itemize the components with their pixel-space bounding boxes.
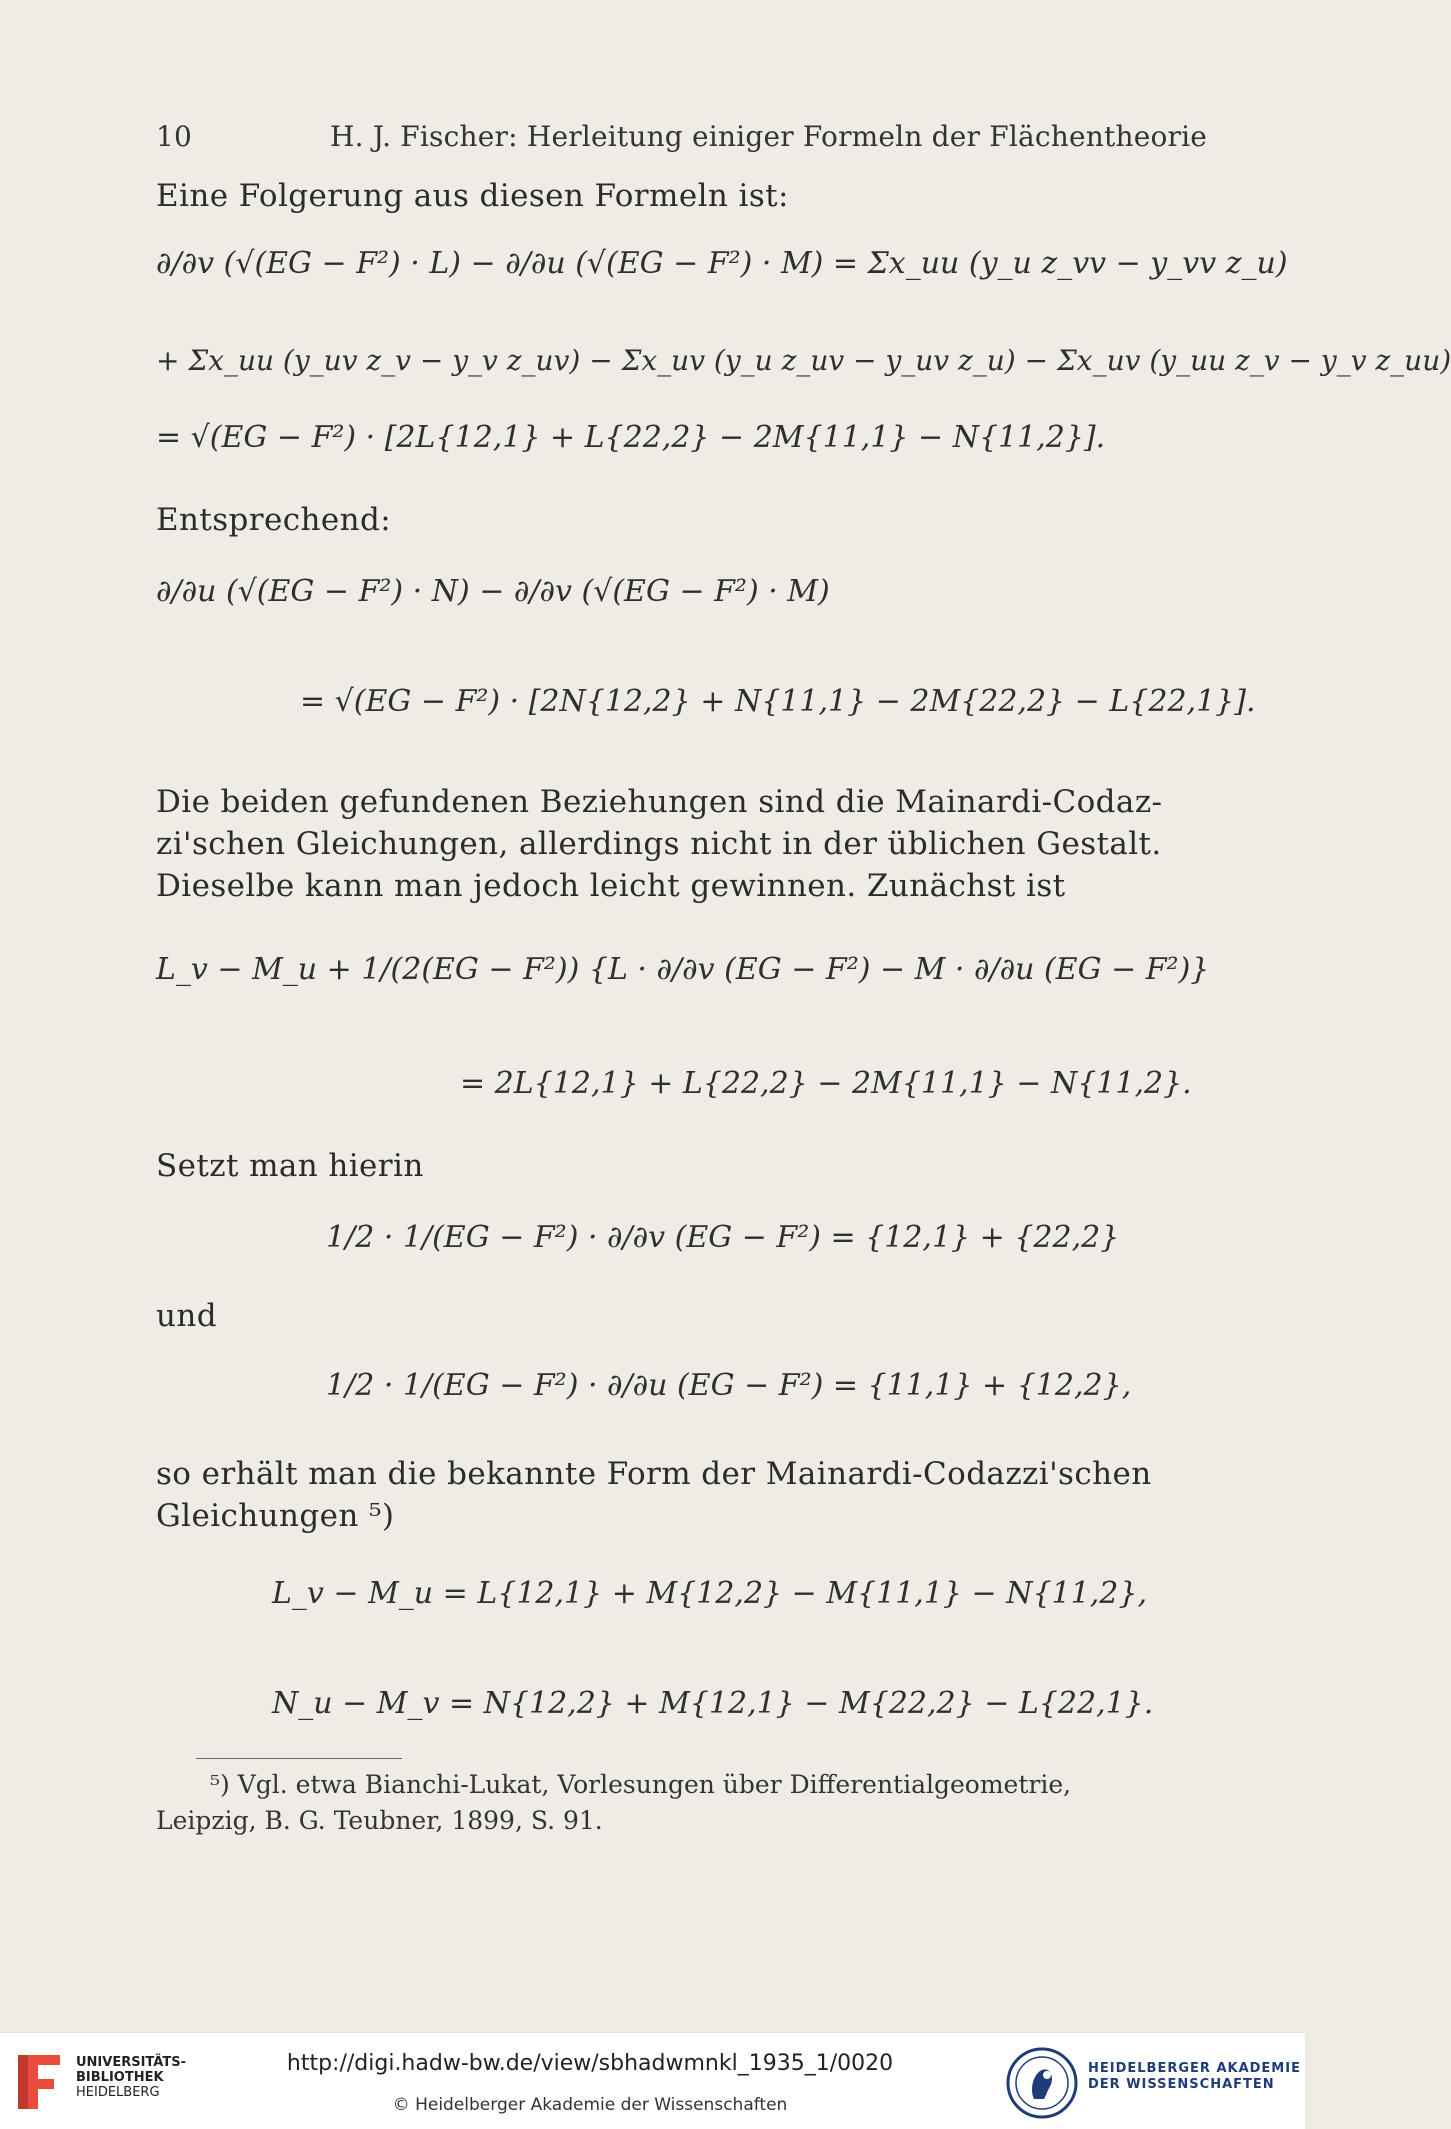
equation-2-line-1: ∂/∂u (√(EG − F²) · N) − ∂/∂v (√(EG − F²) · M) xyxy=(156,574,830,609)
academy-seal-icon xyxy=(1006,2047,1078,2119)
equation-3-line-2: = 2L{12,1} + L{22,2} − 2M{11,1} − N{11,2}. xyxy=(460,1066,1192,1101)
footnote-line-1: ⁵) Vgl. etwa Bianchi-Lukat, Vorlesungen über Differentialgeometrie, xyxy=(210,1770,1072,1799)
footer-bar xyxy=(0,2032,1305,2129)
entsprechend-text: Entsprechend: xyxy=(156,502,392,538)
equation-3-line-1: L_v − M_u + 1/(2(EG − F²)) {L · ∂/∂v (EG − F²) − M · ∂/∂u (EG − F²)} xyxy=(156,952,1210,987)
library-line-1: UNIVERSITÄTS- xyxy=(76,2055,186,2070)
equation-6: L_v − M_u = L{12,1} + M{12,2} − M{11,1} − N{11,2}, xyxy=(272,1576,1147,1611)
und-text: und xyxy=(156,1298,217,1334)
footnote-rule xyxy=(196,1758,402,1759)
setzt-text: Setzt man hierin xyxy=(156,1148,424,1184)
library-line-2: BIBLIOTHEK xyxy=(76,2070,164,2085)
university-library-logo xyxy=(14,2053,66,2111)
academy-line-2: DER WISSENSCHAFTEN xyxy=(1088,2077,1275,2092)
academy-name xyxy=(1088,2061,1301,2093)
paragraph-1-line-2: zi'schen Gleichungen, allerdings nicht in der üblichen Gestalt. xyxy=(156,826,1162,862)
equation-2-line-2: = √(EG − F²) · [2N{12,2} + N{11,1} − 2M{22,2} − L{22,1}]. xyxy=(300,684,1256,719)
intro-text: Eine Folgerung aus diesen Formeln ist: xyxy=(156,178,789,214)
library-name xyxy=(76,2055,186,2100)
equation-5: 1/2 · 1/(EG − F²) · ∂/∂u (EG − F²) = {11,1} + {12,2}, xyxy=(326,1368,1132,1403)
copyright-text: © Heidelberger Akademie der Wissenschaften xyxy=(392,2095,788,2115)
running-title: H. J. Fischer: Herleitung einiger Formeln der Flächentheorie xyxy=(330,120,1208,153)
equation-7: N_u − M_v = N{12,2} + M{12,1} − M{22,2} − L{22,1}. xyxy=(272,1686,1154,1721)
academy-line-1: HEIDELBERGER AKADEMIE xyxy=(1088,2061,1301,2076)
footnote-line-2: Leipzig, B. G. Teubner, 1899, S. 91. xyxy=(156,1806,603,1835)
paragraph-2-line-2: Gleichungen ⁵) xyxy=(156,1498,395,1534)
paragraph-1-line-1: Die beiden gefundenen Beziehungen sind die Mainardi-Codaz- xyxy=(156,784,1163,820)
equation-1-line-3: = √(EG − F²) · [2L{12,1} + L{22,2} − 2M{11,1} − N{11,2}]. xyxy=(156,420,1106,455)
equation-1-line-2: + Σx_uu (y_uv z_v − y_v z_uv) − Σx_uv (y_u z_uv − y_uv z_u) − Σx_uv (y_uu z_v − y_v z_uu) xyxy=(156,344,1451,377)
paragraph-1-line-3: Dieselbe kann man jedoch leicht gewinnen. Zunächst ist xyxy=(156,868,1066,904)
equation-1-line-1: ∂/∂v (√(EG − F²) · L) − ∂/∂u (√(EG − F²) · M) = Σx_uu (y_u z_vv − y_vv z_u) xyxy=(156,246,1288,281)
equation-4: 1/2 · 1/(EG − F²) · ∂/∂v (EG − F²) = {12,1} + {22,2} xyxy=(326,1220,1120,1255)
paragraph-2-line-1: so erhält man die bekannte Form der Mainardi-Codazzi'schen xyxy=(156,1456,1152,1492)
page-number: 10 xyxy=(156,120,193,153)
library-line-3: HEIDELBERG xyxy=(76,2085,160,2100)
source-url-link[interactable]: http://digi.hadw-bw.de/view/sbhadwmnkl_1935_1/0020 xyxy=(286,2051,894,2076)
